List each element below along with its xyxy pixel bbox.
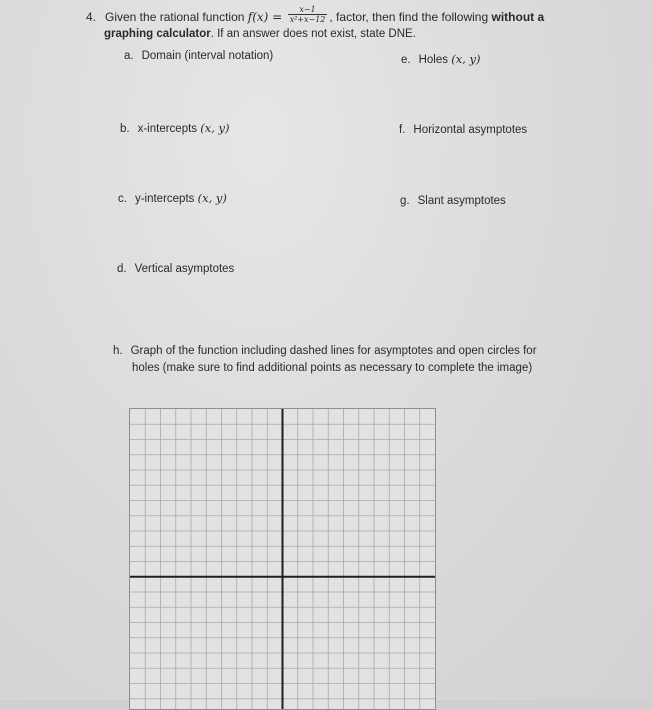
question-intro: Given the rational function (105, 10, 245, 24)
part-d (117, 263, 234, 275)
part-e-math: (x, y) (451, 52, 481, 66)
question-after-function: , factor, then find the following (329, 10, 489, 24)
part-h-line2: holes (make sure to find additional points as necessary to complete the image) (132, 362, 533, 374)
function-fraction (288, 5, 328, 24)
part-h-line1: Graph of the function including dashed lines for asymptotes and open circles for (130, 345, 537, 357)
part-e-label: e. (401, 54, 411, 66)
part-c-label: c. (118, 193, 127, 205)
part-g (400, 195, 506, 207)
fraction-denominator: x²+x−12 (289, 15, 326, 25)
bold-phrase-without: without a (491, 10, 545, 24)
question-line-2 (104, 28, 416, 40)
part-a-label: a. (124, 50, 134, 62)
function-lhs: f(x) = (247, 10, 283, 24)
part-f (399, 124, 527, 136)
part-e (401, 52, 480, 66)
part-c (118, 191, 227, 205)
graph-grid-svg (130, 409, 435, 709)
part-b (120, 121, 230, 135)
part-c-math: (x, y) (197, 191, 227, 205)
part-b-text: x-intercepts (137, 123, 198, 135)
part-a (124, 50, 273, 62)
part-e-text: Holes (418, 54, 448, 66)
graph-grid[interactable] (129, 408, 436, 710)
fraction-numerator: x−1 (288, 5, 328, 15)
part-h-label: h. (113, 345, 123, 357)
part-c-text: y-intercepts (134, 193, 195, 205)
question-line2-rest: . If an answer does not exist, state DNE. (210, 28, 416, 40)
part-f-text: Horizontal asymptotes (413, 124, 528, 136)
part-a-text: Domain (interval notation) (141, 50, 274, 62)
part-f-label: f. (399, 124, 406, 136)
part-g-text: Slant asymptotes (417, 195, 506, 207)
question-line-1 (105, 5, 545, 25)
part-g-label: g. (400, 195, 410, 207)
part-h (113, 345, 537, 357)
part-d-label: d. (117, 263, 127, 275)
part-h-line2-wrap (132, 362, 532, 374)
part-b-math: (x, y) (200, 121, 230, 135)
part-d-text: Vertical asymptotes (134, 263, 235, 275)
bold-phrase-calculator: graphing calculator (104, 28, 211, 40)
part-b-label: b. (120, 123, 130, 135)
question-number: 4. (86, 10, 97, 24)
